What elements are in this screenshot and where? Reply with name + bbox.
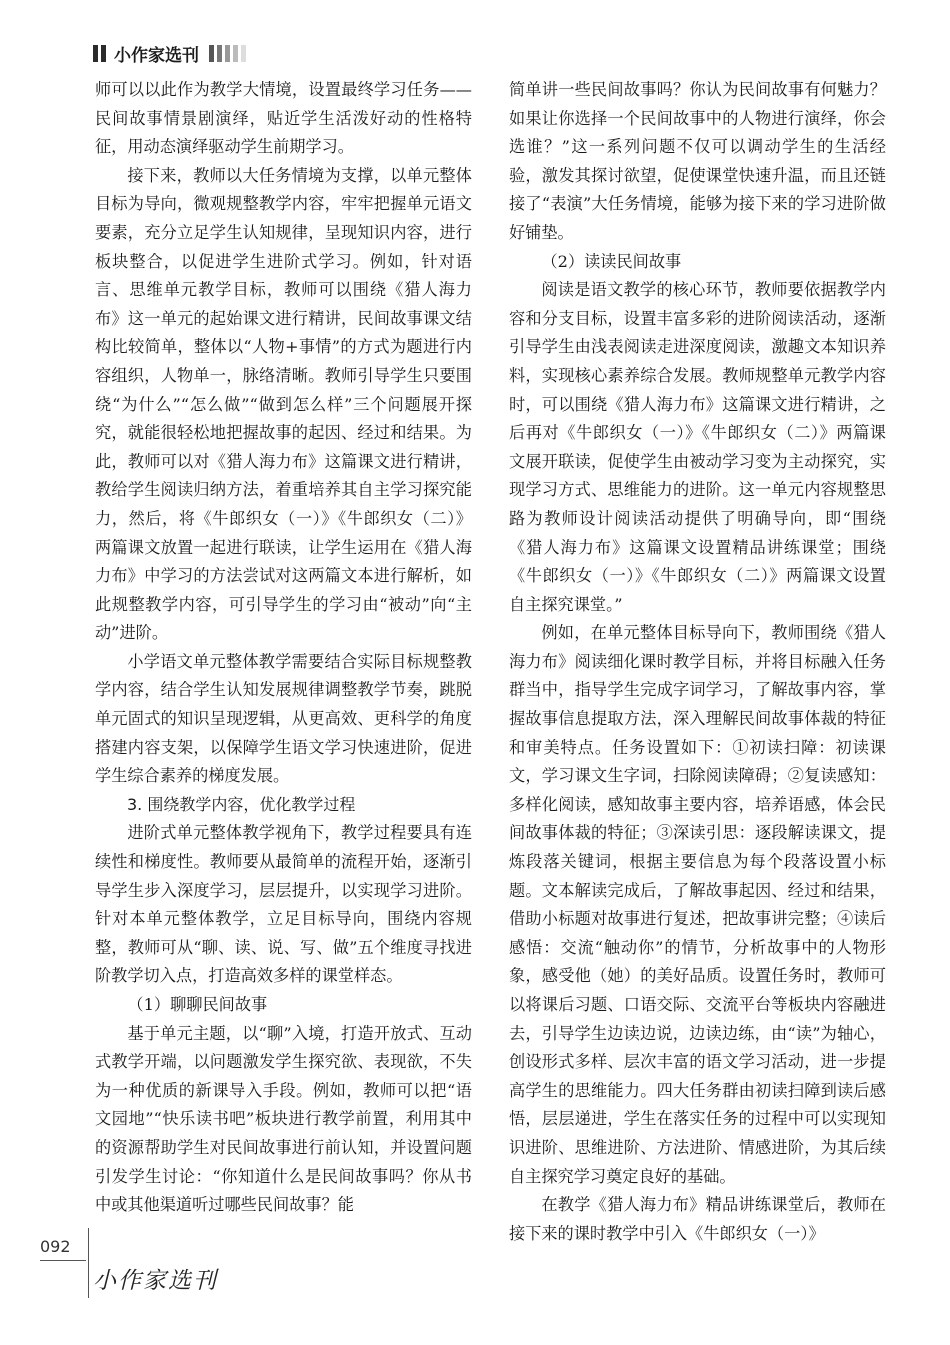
page-number: 092	[40, 1237, 71, 1256]
running-header	[93, 38, 246, 68]
journal-title: 小作家选刊	[114, 45, 199, 66]
paragraph: 师可以以此作为教学大情境，设置最终学习任务——民间故事情景剧演绎，贴近学生活泼好动的性格特征，用动态演绎驱动学生前期学习。	[95, 80, 472, 157]
paragraph: 接下来，教师以大任务情境为支撑，以单元整体目标为导向，微观规整教学内容，牢牢把握单元语文要素，充分立足学生认知规律，呈现知识内容，进行板块整合，以促进学生进阶式学习。例如，针对语言、思维单元教学目标，教师可以围绕《猎人海力布》这一单元的起始课文进行精讲，民间故事课文结构比较简单，整体以“人物+事情”的方式为题进行内容组织，人物单一，脉络清晰。教师引导学生只要围绕“为什么”“怎么做”“做到怎么样”三个问题展开探究，就能很轻松地把握故事的起因、经过和结果。为此，教师可以对《猎人海力布》这篇课文进行精讲，教给学生阅读归纳方法，着重培养其自主学习探究能力，然后，将《牛郎织女（一）》《牛郎织女（二）》两篇课文放置一起进行联读，让学生运用在《猎人海力布》中学习的方法尝试对这两篇文本进行解析，如此规整教学内容，可引导学生的学习由“被动”向“主动”进阶。	[95, 165, 472, 643]
left-column	[95, 76, 472, 1220]
paragraph: 进阶式单元整体教学视角下，教学过程要具有连续性和梯度性。教师要从最简单的流程开始，逐渐引导学生步入深度学习，层层提升，以实现学习进阶。针对本单元整体教学，立足目标导向，围绕内容规整，教师可从“聊、读、说、写、做”五个维度寻找进阶教学切入点，打造高效多样的课堂样态。	[95, 823, 472, 986]
paragraph: 简单讲一些民间故事吗？你认为民间故事有何魅力？如果让你选择一个民间故事中的人物进行演绎，你会选谁？”这一系列问题不仅可以调动学生的生活经验，激发其探讨欲望，促使课堂快速升温，而且还链接了“表演”大任务情境，能够为接下来的学习进阶做好铺垫。	[509, 80, 886, 242]
paragraph: 例如，在单元整体目标导向下，教师围绕《猎人海力布》阅读细化课时教学目标，并将目标融入任务群当中，指导学生完成字词学习，了解故事内容，掌握故事信息提取方法，深入理解民间故事体裁的特征和审美特点。任务设置如下：①初读扫障：初读课文，学习课文生字词，扫除阅读障碍；②复读感知：多样化阅读，感知故事主要内容，培养语感，体会民间故事体裁的特征；③深读引思：逐段解读课文，提炼段落关键词，根据主要信息为每个段落设置小标题。文本解读完成后，了解故事起因、经过和结果，借助小标题对故事进行复述，把故事讲完整；④读后感悟：交流“触动你”的情节，分析故事中的人物形象，感受他（她）的美好品质。设置任务时，教师可以将课后习题、口语交际、交流平台等板块内容融进去，引导学生边读边说，边读边练，由“读”为轴心，创设形式多样、层次丰富的语文学习活动，进一步提高学生的思维能力。四大任务群由初读扫障到读后感悟，层层递进，学生在落实任务的过程中可以实现知识进阶、思维进阶、方法进阶、情感进阶，为其后续自主探究学习奠定良好的基础。	[509, 623, 886, 1186]
right-column	[509, 76, 886, 1248]
paragraph: 基于单元主题，以“聊”入境，打造开放式、互动式教学开端，以问题激发学生探究欲、表现欲，不失为一种优质的新课导入手段。例如，教师可以把“语文园地”“快乐读书吧”板块进行教学前置，利用其中的资源帮助学生对民间故事进行前认知，并设置问题引发学生讨论：“你知道什么是民间故事吗？你从书中或其他渠道听过哪些民间故事？能	[95, 1023, 472, 1215]
footer-divider-horizontal	[40, 1260, 86, 1261]
header-bars-decoration	[93, 45, 106, 62]
paragraph: 在教学《猎人海力布》精品讲练课堂后，教师在接下来的课时教学中引入《牛郎织女（一）》	[509, 1195, 886, 1243]
section-heading: 3. 围绕教学内容，优化教学过程	[127, 794, 356, 814]
header-fade-decoration	[209, 45, 246, 62]
subsection-heading: （2）读读民间故事	[541, 251, 682, 271]
footer-divider-vertical	[88, 1228, 89, 1298]
paragraph: 小学语文单元整体教学需要结合实际目标规整教学内容，结合学生认知发展规律调整教学节奏，跳脱单元固式的知识呈现逻辑，从更高效、更科学的角度搭建内容支架，以保障学生语文学习快速进阶，促进学生综合素养的梯度发展。	[95, 651, 472, 786]
journal-logo: 小作家选刊	[93, 1268, 218, 1294]
subsection-heading: （1）聊聊民间故事	[127, 995, 268, 1014]
paragraph: 阅读是语文教学的核心环节，教师要依据教学内容和分支目标，设置丰富多彩的进阶阅读活动，逐渐引导学生由浅表阅读走进深度阅读，激趣文本知识养料，实现核心素养综合发展。教师规整单元教学内容时，可以围绕《猎人海力布》这篇课文进行精讲，之后再对《牛郎织女（一）》《牛郎织女（二）》两篇课文展开联读，促使学生由被动学习变为主动探究，实现学习方式、思维能力的进阶。这一单元内容规整思路为教师设计阅读活动提供了明确导向，即“围绕《猎人海力布》这篇课文设置精品讲练课堂；围绕《牛郎织女（一）》《牛郎织女（二）》两篇课文设置自主探究课堂。”	[509, 280, 886, 614]
